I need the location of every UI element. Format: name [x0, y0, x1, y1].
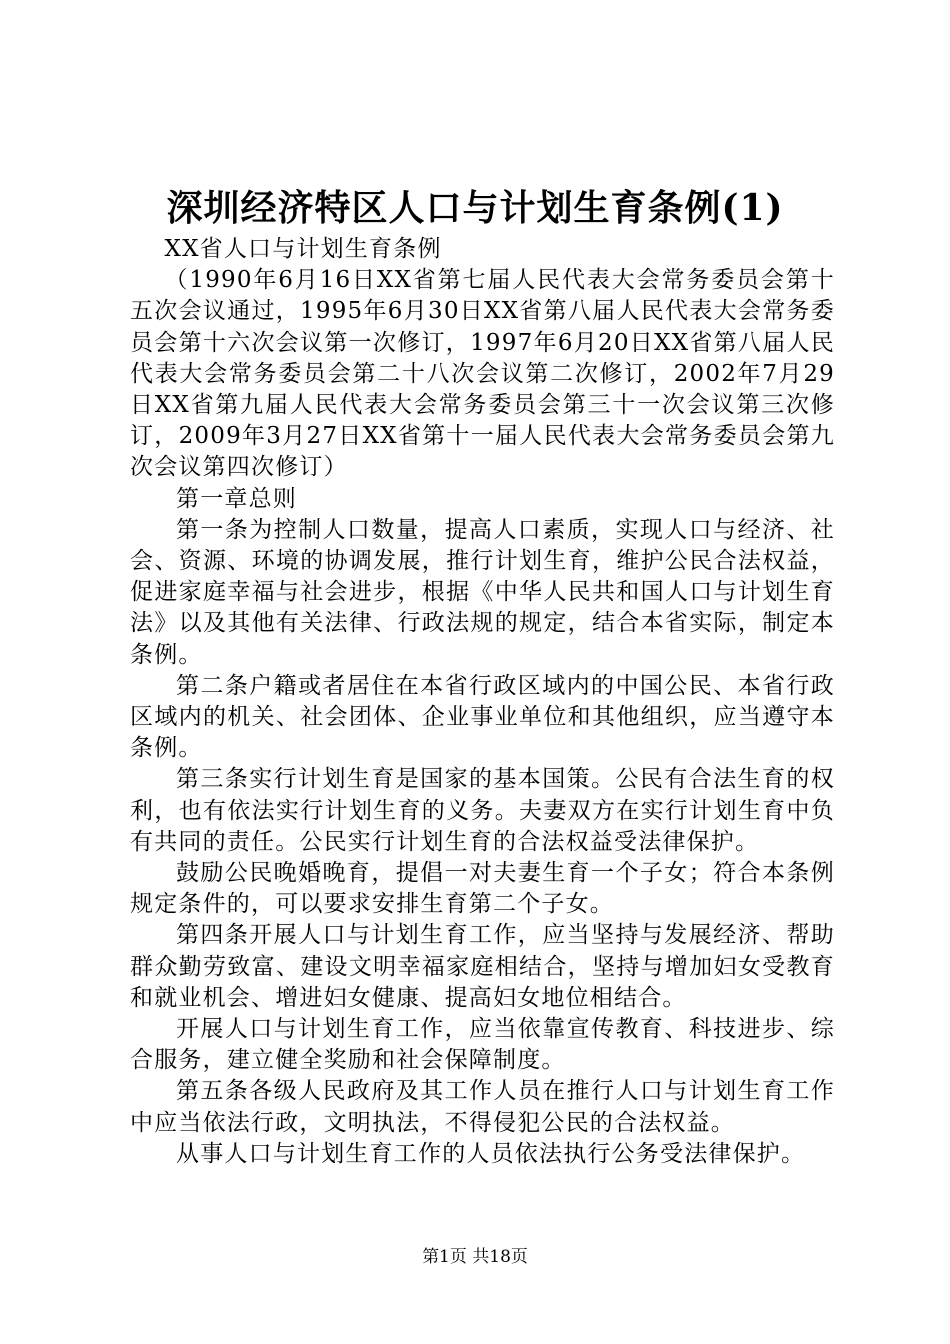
- chapter-heading: 第一章总则: [176, 485, 297, 512]
- article-paragraph: 第三条实行计划生育是国家的基本国策。公民有合法生育的权利，也有依法实行计划生育的义务。夫妻双方在实行计划生育中负有共同的责任。公民实行计划生育的合法权益受法律保护。: [130, 766, 835, 855]
- document-title: 深圳经济特区人口与计划生育条例(1): [166, 187, 784, 229]
- article-paragraph: 从事人口与计划生育工作的人员依法执行公务受法律保护。: [176, 1140, 806, 1167]
- page-number-footer: 第1页 共18页: [422, 1247, 528, 1267]
- article-paragraph: 第五条各级人民政府及其工作人员在推行人口与计划生育工作中应当依法行政，文明执法，不得侵犯公民的合法权益。: [130, 1078, 835, 1136]
- article-paragraph: 开展人口与计划生育工作，应当依靠宣传教育、科技进步、综合服务，建立健全奖励和社会保障制度。: [130, 1016, 835, 1074]
- article-paragraph: 第一条为控制人口数量，提高人口素质，实现人口与经济、社会、资源、环境的协调发展，推行计划生育，维护公民合法权益，促进家庭幸福与社会进步，根据《中华人民共和国人口与计划生育法》以及其他有关法律、行政法规的规定，结合本省实际，制定本条例。: [130, 516, 835, 668]
- article-paragraph: 第四条开展人口与计划生育工作，应当坚持与发展经济、帮助群众勤劳致富、建设文明幸福家庭相结合，坚持与增加妇女受教育和就业机会、增进妇女健康、提高妇女地位相结合。: [130, 922, 835, 1011]
- article-paragraph: 第二条户籍或者居住在本省行政区域内的中国公民、本省行政区域内的机关、社会团体、企业事业单位和其他组织，应当遵守本条例。: [130, 672, 835, 762]
- document-body: [130, 234, 835, 1170]
- revision-history-paragraph: （1990年6月16日XX省第七届人民代表大会常务委员会第十五次会议通过，1995年6月30日XX省第八届人民代表大会常务委员会第十六次会议第一次修订，1997年6月20日XX省第八届人民代表大会常务委员会第二十八次会议第二次修订，2002年7月29日XX省第九届人民代表大会常务委员会第三十一次会议第三次修订，2009年3月27日XX省第十一届人民代表大会常务委员会第九次会议第四次修订）: [130, 267, 835, 481]
- article-paragraph: 鼓励公民晚婚晚育，提倡一对夫妻生育一个子女；符合本条例规定条件的，可以要求安排生育第二个子女。: [130, 860, 835, 918]
- law-name-line: XX省人口与计划生育条例: [164, 236, 442, 262]
